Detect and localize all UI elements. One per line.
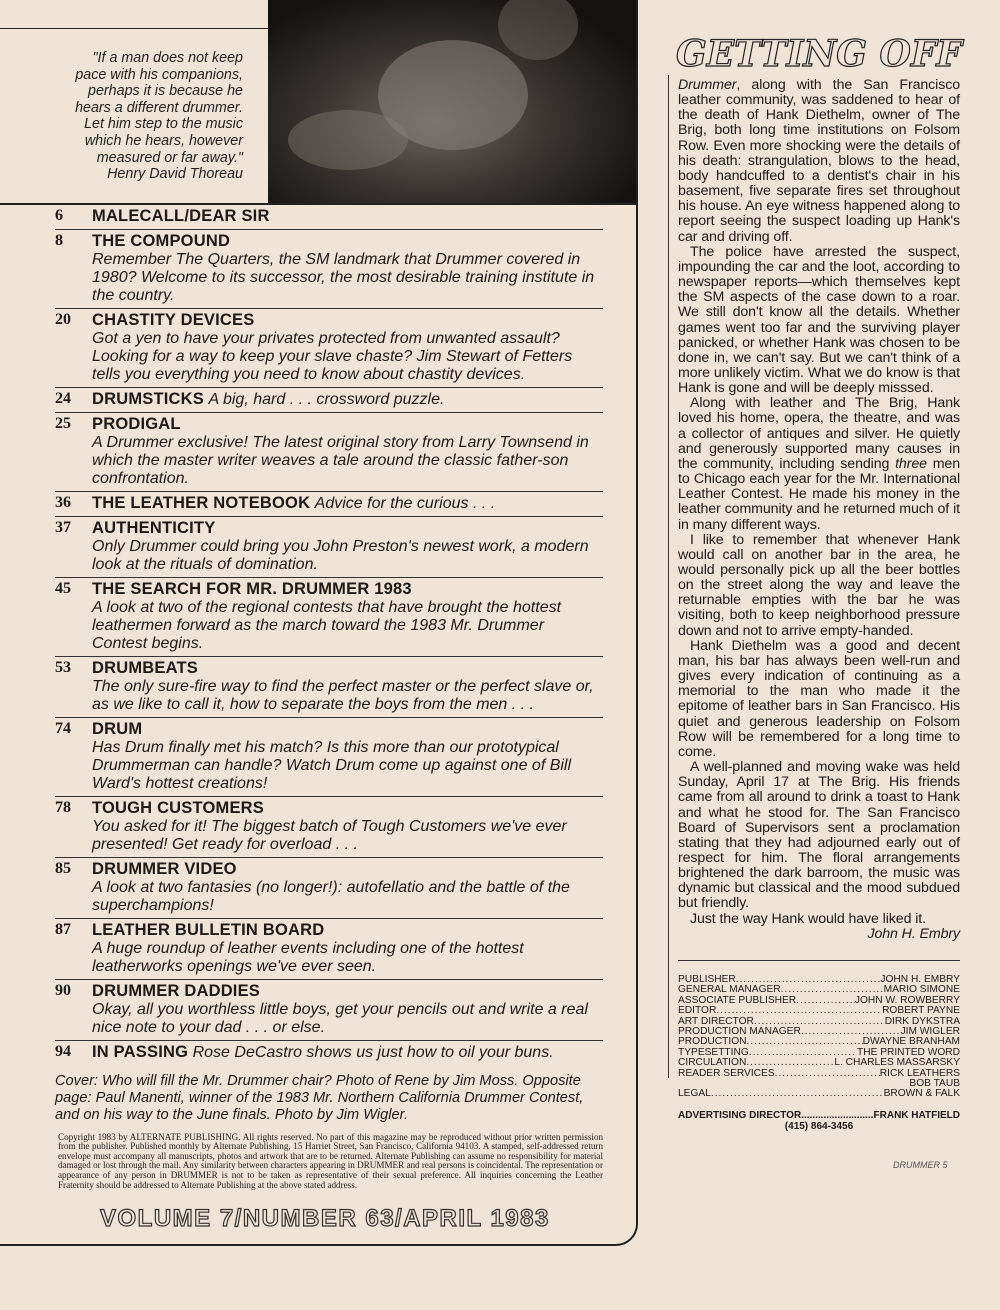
masthead-row: [678, 996, 960, 1006]
masthead-row: [678, 1069, 960, 1079]
name: ROBERT PAYNE: [882, 1006, 960, 1017]
entry-title: DRUMSTICKS: [92, 390, 204, 408]
entry-description: Advice for the curious . . .: [314, 495, 496, 512]
entry-description: Got a yen to have your privates protected from unwanted assault? Looking for a way to keep your slave chaste? Jim Stewart of Fetters tells you everything you need to know about chastity devices.: [92, 330, 573, 383]
quote-line: perhaps it is because he: [88, 83, 243, 100]
name: JOHN W. ROWBERRY: [854, 995, 960, 1006]
role: ADVERTISING DIRECTOR: [678, 1109, 802, 1121]
role: ASSOCIATE PUBLISHER: [678, 995, 797, 1006]
entry-title: CHASTITY DEVICES: [92, 311, 255, 329]
copyright-notice: Copyright 1983 by ALTERNATE PUBLISHING. All rights reserved. No part of this magazine may be reproduced without prior written permission from the publisher. Published monthly by Alternate Publishing, 15 Harriet Street, San Francisco, California 94103. A stamped, self-addressed return envelope must accompany all manuscripts, photos and artwork that are to be returned. Alternate Publishing can assume no responsibility for material damaged or lost through the mail. Any similarity between characters appearing in DRUMMER and real persons is coincidental. The representation or appearance of any person in DRUMMER is not to be taken as representative of their sexual preference. All inquiries concerning the Leather Fraternity should be addressed to Alternate Publishing at the above stated address.: [58, 1131, 603, 1190]
quote-attribution: Henry David Thoreau: [107, 166, 243, 183]
entry-description: Rose DeCastro shows us just how to oil your buns.: [192, 1044, 554, 1061]
masthead-row: [678, 1037, 960, 1047]
page-number: 37: [55, 519, 71, 536]
name: BROWN & FALK: [883, 1089, 960, 1100]
paragraph: Just the way Hank would have liked it.: [690, 910, 926, 927]
lead-italic: Drummer: [678, 77, 737, 93]
thoreau-quote: [40, 50, 243, 183]
page-number: 45: [55, 580, 71, 597]
paragraph: I like to remember that whenever Hank would call on another bar in the area, he would personally pick up all the beer bottles on the street along the way and leave the returnable empties with the bar he was visiting, both to keep neighborhood pressure down and not to arrive empty-handed.: [678, 531, 960, 639]
entry-title: THE LEATHER NOTEBOOK: [92, 494, 311, 512]
page-number: 24: [55, 390, 71, 407]
page-number: 36: [55, 494, 71, 511]
toc-entry: [55, 1043, 603, 1065]
toc-entry: [55, 207, 603, 230]
name: MARIO SIMONE: [883, 985, 960, 996]
entry-title: LEATHER BULLETIN BOARD: [92, 921, 325, 939]
masthead-row: [678, 1048, 960, 1058]
masthead-row: [678, 1079, 960, 1089]
entry-title: PRODIGAL: [92, 415, 181, 433]
signature: John H. Embry: [867, 925, 960, 942]
page-number: 85: [55, 860, 71, 877]
entry-description: A look at two fantasies (no longer!): autofellatio and the battle of the superchampions!: [92, 879, 570, 914]
entry-description: A big, hard . . . crossword puzzle.: [208, 391, 445, 408]
page-number: 74: [55, 720, 71, 737]
name: DIRK DYKSTRA: [884, 1016, 960, 1027]
name: RICK LEATHERS: [879, 1068, 960, 1079]
paragraph-text: , along with the San Francisco leather community, was saddened to hear of the death of Hank Diethelm, owner of The Brig, both long time institutions on Folsom Row. Even more shocking were the details of his death: strangulation, blows to the head, body handcuffed to a dentist's chair in his basement, five separate fires set throughout his house. An eye witness happened along to report seeing the suspect loading up Hank's car and driving off.: [678, 77, 960, 245]
divider: [0, 28, 268, 29]
role: ART DIRECTOR: [678, 1016, 754, 1027]
name: THE PRINTED WORD: [856, 1047, 960, 1058]
paragraph-text: Along with leather and The Brig, Hank loved his home, opera, the theatre, and was a collector of antiques and silver. He quietly and generously supported many causes in the community, including sending: [678, 395, 960, 472]
page-number: 94: [55, 1043, 71, 1060]
toc-entry: [55, 390, 603, 413]
page-number: 78: [55, 799, 71, 816]
right-column: [678, 78, 960, 1170]
masthead: [678, 975, 960, 1100]
quote-line: pace with his companions,: [75, 66, 243, 83]
page-number: 25: [55, 415, 71, 432]
entry-description: The only sure-fire way to find the perfect master or the perfect slave or, as we like to call it, how to separate the boys from the men . . .: [92, 678, 594, 713]
role: TYPESETTING: [678, 1047, 749, 1058]
masthead-row: [678, 985, 960, 995]
paragraph: [678, 78, 960, 245]
page-number: 90: [55, 982, 71, 999]
entry-title: DRUMMER VIDEO: [92, 860, 237, 878]
role: READER SERVICES: [678, 1068, 775, 1079]
toc-entry: [55, 720, 603, 797]
cover-photo: [268, 0, 636, 203]
masthead-row: [678, 1006, 960, 1016]
toc-entry: [55, 519, 603, 578]
quote-line: Let him step to the music: [84, 116, 243, 133]
left-column: [55, 207, 603, 1234]
volume-line: VOLUME 7/NUMBER 63/APRIL 1983: [100, 1205, 550, 1233]
column-rule: [668, 75, 669, 1078]
quote-line: which he hears, however: [84, 132, 243, 149]
entry-description: You asked for it! The biggest batch of Tough Customers we've ever presented! Get ready for overload . . .: [92, 818, 567, 853]
table-of-contents: [55, 207, 603, 1067]
entry-title: THE COMPOUND: [92, 232, 231, 250]
page-number: 53: [55, 659, 71, 676]
name: L. CHARLES MASSARSKY: [834, 1058, 960, 1069]
divider: [678, 960, 960, 961]
entry-title: IN PASSING: [92, 1043, 189, 1061]
entry-description: A look at two of the regional contests that have brought the hottest leathermen forward as the march toward the 1983 Mr. Drummer Contest begins.: [92, 599, 562, 652]
quote-line: hears a different drummer.: [75, 99, 243, 116]
name: JOHN H. EMBRY: [880, 974, 960, 985]
toc-entry: [55, 580, 603, 657]
article-title: GETTING OFF: [676, 33, 962, 75]
entry-title: TOUGH CUSTOMERS: [92, 799, 264, 817]
masthead-row: [678, 1017, 960, 1027]
entry-description: Okay, all you worthless little boys, get your pencils out and write a real nice note to your dad . . . or else.: [92, 1001, 588, 1036]
name: JIM WIGLER: [900, 1026, 960, 1037]
role: PRODUCTION MANAGER: [678, 1026, 801, 1037]
toc-entry: [55, 860, 603, 919]
paragraph-text: men to Chicago each year for the Mr. International Leather Contest. He made his money in the leather community and he returned much of it in many different ways.: [678, 455, 960, 533]
entry-title: AUTHENTICITY: [92, 519, 216, 537]
masthead-row: [678, 1089, 960, 1099]
phone: (415) 864-3456: [784, 1120, 854, 1132]
entry-description: Remember The Quarters, the SM landmark that Drummer covered in 1980? Welcome to its successor, the most desirable training institute in the country.: [92, 251, 595, 304]
paragraph: Hank Diethelm was a good and decent man, his bar has always been well-run and gives every indication of continuing as a memorial to the man who made it the epitome of leather bars in San Francisco. His quiet and generous leadership on Folsom Row will be remembered for a long time to come.: [678, 637, 960, 760]
paragraph: [678, 396, 960, 532]
divider: [0, 203, 637, 205]
page-number: 20: [55, 311, 71, 328]
entry-title: DRUM: [92, 720, 143, 738]
toc-entry: [55, 494, 603, 517]
entry-title: MALECALL/DEAR SIR: [92, 207, 270, 225]
masthead-row: [678, 1027, 960, 1037]
name: BOB TAUB: [909, 1078, 960, 1089]
toc-entry: [55, 921, 603, 980]
masthead-row: [678, 1058, 960, 1068]
advertising-contact: [678, 1110, 960, 1132]
role: CIRCULATION: [678, 1058, 747, 1069]
entry-title: DRUMBEATS: [92, 659, 198, 677]
role: LEGAL: [678, 1089, 711, 1100]
toc-entry: [55, 232, 603, 309]
name: FRANK HATFIELD: [873, 1109, 960, 1121]
entry-description: Only Drummer could bring you John Preston's newest work, a modern look at the rituals of domination.: [92, 538, 589, 573]
role: EDITOR: [678, 1006, 717, 1017]
entry-description: Has Drum finally met his match? Is this more than our prototypical Drummerman can handle? Watch Drum come up against one of Bill Ward's hottest creations!: [92, 739, 572, 792]
paragraph: The police have arrested the suspect, impounding the car and the loot, according to newspaper reports—which themselves kept the SM aspects of the case down to a roar. We still don't know all the details. Whether games went too far and the surviving player panicked, or whether Hank was chosen to be done in, we can't say. But we can't think of a more unlikely victim. What we do know is that Hank is gone and will be deeply misssed.: [678, 243, 960, 397]
role: PUBLISHER: [678, 974, 736, 985]
role: GENERAL MANAGER: [678, 985, 781, 996]
editorial-article: [678, 78, 960, 942]
quote-line: measured or far away.": [96, 149, 243, 166]
page-number: 87: [55, 921, 71, 938]
page-folio: DRUMMER 5: [893, 1159, 948, 1170]
page-number: 8: [55, 232, 63, 249]
entry-description: A huge roundup of leather events including one of the hottest leatherworks openings we've ever seen.: [92, 940, 524, 975]
role: PRODUCTION: [678, 1037, 747, 1048]
toc-entry: [55, 799, 603, 858]
entry-title: THE SEARCH FOR MR. DRUMMER 1983: [92, 580, 412, 598]
cover-note: Cover: Who will fill the Mr. Drummer chair? Photo of Rene by Jim Moss. Opposite page: Paul Manenti, winner of the 1983 Mr. Northern California Drummer Contest, and on his way to the June finals. Photo by Jim Wigler.: [55, 1073, 584, 1124]
toc-entry: [55, 982, 603, 1041]
toc-entry: [55, 659, 603, 718]
page-number: 6: [55, 207, 63, 224]
name: DWAYNE BRANHAM: [862, 1037, 960, 1048]
toc-entry: [55, 311, 603, 388]
entry-title: DRUMMER DADDIES: [92, 982, 260, 1000]
paragraph: A well-planned and moving wake was held Sunday, April 17 at The Brig. His friends came from all around to drink a toast to Hank and what he stood for. The San Francisco Board of Supervisors sent a proclamation stating that they had adjourned early out of respect for him. The floral arrangements brightened the dark barroom, the music was dynamic but classical and the mood subdued but friendly.: [678, 759, 960, 912]
toc-entry: [55, 415, 603, 492]
emphasis: three: [895, 455, 927, 472]
entry-description: A Drummer exclusive! The latest original story from Larry Townsend in which the master writer weaves a tale around the classic father-son confrontation.: [92, 434, 589, 487]
masthead-row: [678, 975, 960, 985]
quote-line: "If a man does not keep: [92, 50, 243, 66]
